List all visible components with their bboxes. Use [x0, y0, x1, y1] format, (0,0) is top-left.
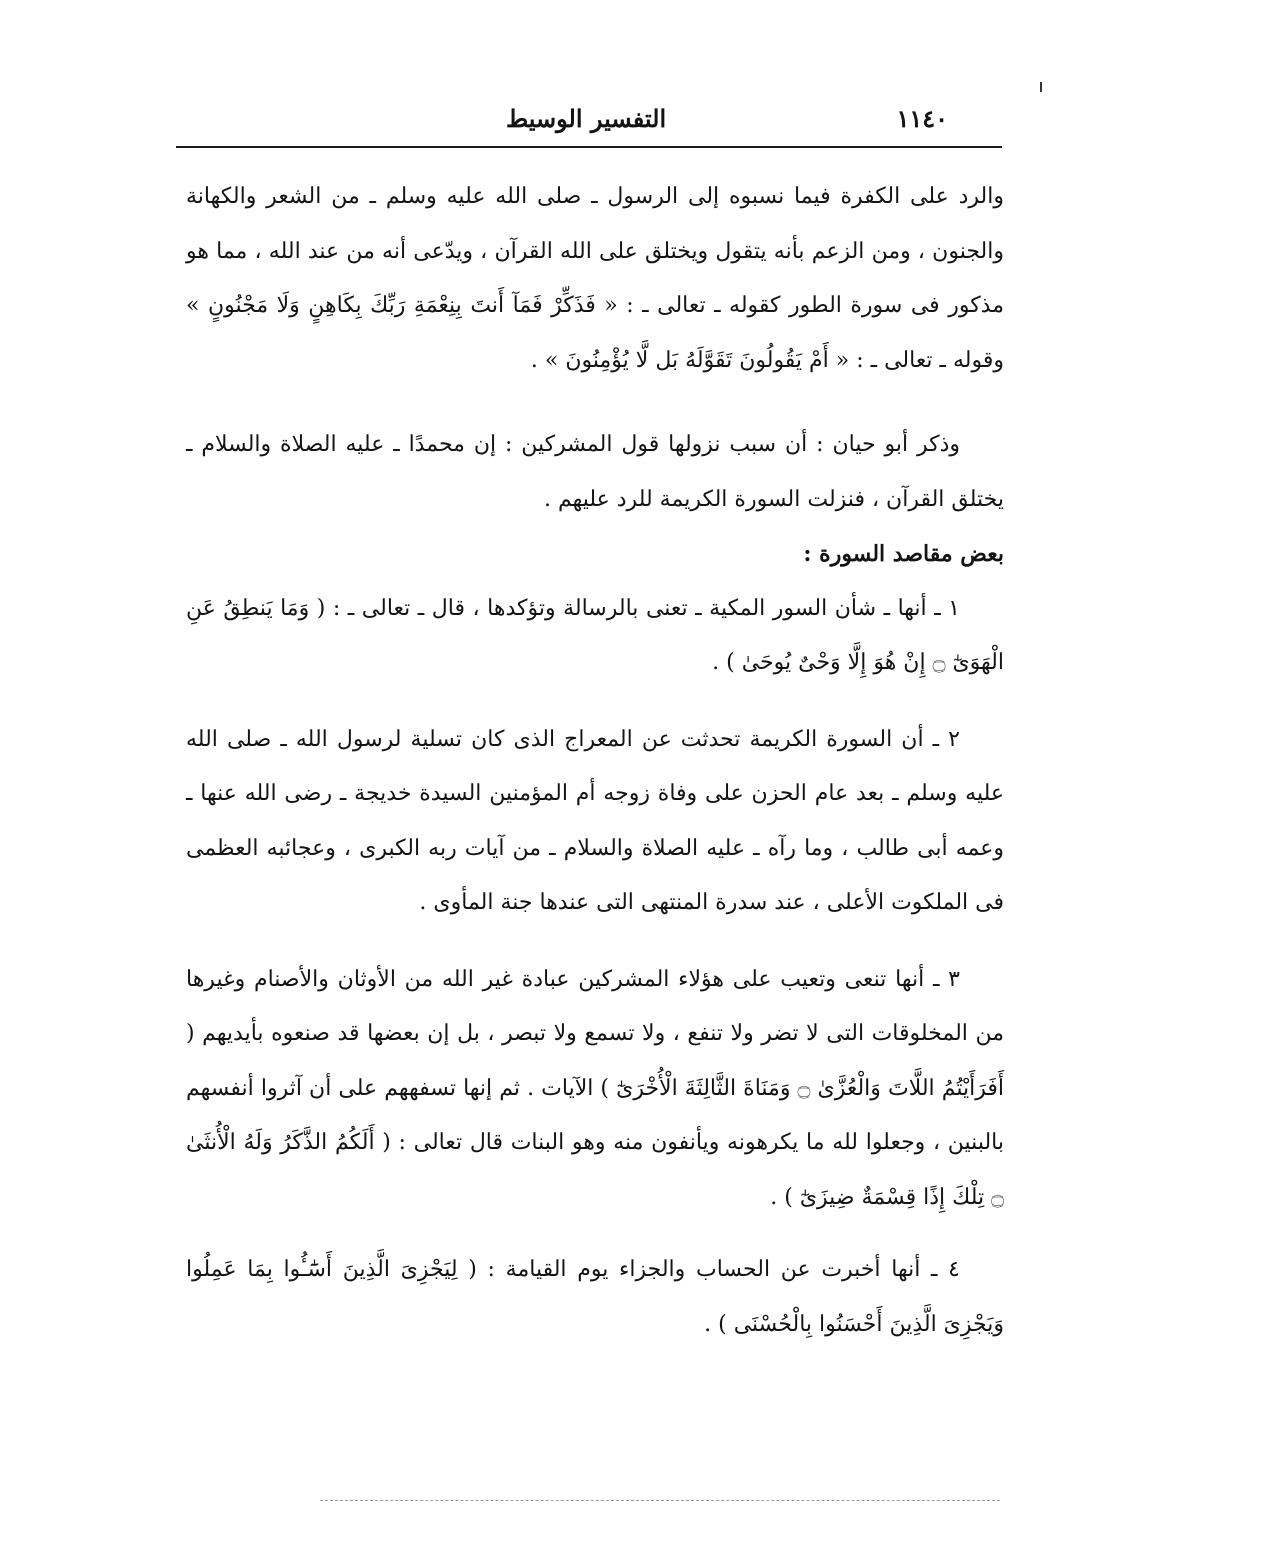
scan-mark	[1040, 82, 1042, 92]
footer-rule	[320, 1500, 1000, 1501]
header-rule	[176, 146, 1002, 148]
paragraph-point-1: ١ ـ أنها ـ شأن السور المكية ـ تعنى بالرسالة وتؤكدها ، قال ـ تعالى ـ : ( وَمَا يَنطِقُ عَنِ الْهَوَىٰٓ ۝ إِنْ هُوَ إِلَّا وَحْىٌ يُوحَىٰ ) .	[186, 595, 1004, 675]
page-number: ١١٤٠	[896, 104, 948, 133]
paragraph-point-3: ٣ ـ أنها تنعى وتعيب على هؤلاء المشركين عبادة غير الله من الأوثان والأصنام وغيرها من المخلوقات التى لا تضر ولا تنفع ، ولا تسمع ولا تبصر ، بل إن بعضها قد صنعوه بأيديهم ( أَفَرَأَيْتُمُ اللَّاتَ وَالْعُزَّىٰ ۝ وَمَنَاةَ الثَّالِثَةَ الْأُخْرَىٰٓ ) الآيات . ثم إنها تسفههم على أن آثروا أنفسهم بالبنين ، وجعلوا لله ما يكرهونه ويأنفون منه وهو البنات قال تعالى : ( أَلَكُمُ الذَّكَرُ وَلَهُ الْأُنثَىٰ ۝ تِلْكَ إِذًا قِسْمَةٌ ضِيزَىٰٓ ) .	[186, 966, 1005, 1210]
book-title: التفسير الوسيط	[506, 104, 667, 133]
paragraph-point-2: ٢ ـ أن السورة الكريمة تحدثت عن المعراج الذى كان تسلية لرسول الله ـ صلى الله عليه وسلم ـ بعد عام الحزن على وفاة زوجه أم المؤمنين السيدة خديجة ـ رضى الله عنها ـ وعمه أبى طالب ، وما رآه ـ عليه الصلاة والسلام ـ من آيات ربه الكبرى ، وعجائبه العظمى فى الملكوت الأعلى ، عند سدرة المنتهى التى عندها جنة المأوى .	[186, 726, 1004, 915]
section-heading: بعض مقاصد السورة :	[803, 541, 1004, 567]
body-text	[186, 170, 1004, 1352]
running-header	[176, 104, 1006, 144]
paragraph-intro: والرد على الكفرة فيما نسبوه إلى الرسول ـ صلى الله عليه وسلم ـ من الشعر والكهانة والجنون ، ومن الزعم بأنه يتقول ويختلق على الله القرآن ، ويدّعى أنه من عند الله ، مما هو مذكور فى سورة الطور كقوله ـ تعالى ـ : « فَذَكِّرْ فَمَآ أَنتَ بِنِعْمَةِ رَبِّكَ بِكَاهِنٍ وَلَا مَجْنُونٍ » وقوله ـ تعالى ـ : « أَمْ يَقُولُونَ تَقَوَّلَهُ بَل لَّا يُؤْمِنُونَ » .	[186, 184, 1004, 373]
paragraph-point-4: ٤ ـ أنها أخبرت عن الحساب والجزاء يوم القيامة : ( لِيَجْزِىَ الَّذِينَ أَسَٰٓـُٔوا بِمَا عَمِلُوا وَيَجْزِىَ الَّذِينَ أَحْسَنُوا بِالْحُسْنَى ) .	[186, 1257, 1004, 1337]
paragraph-abu-hayyan: وذكر أبو حيان : أن سبب نزولها قول المشركين : إن محمدًا ـ عليه الصلاة والسلام ـ يختلق القرآن ، فنزلت السورة الكريمة للرد عليهم .	[186, 432, 1004, 512]
